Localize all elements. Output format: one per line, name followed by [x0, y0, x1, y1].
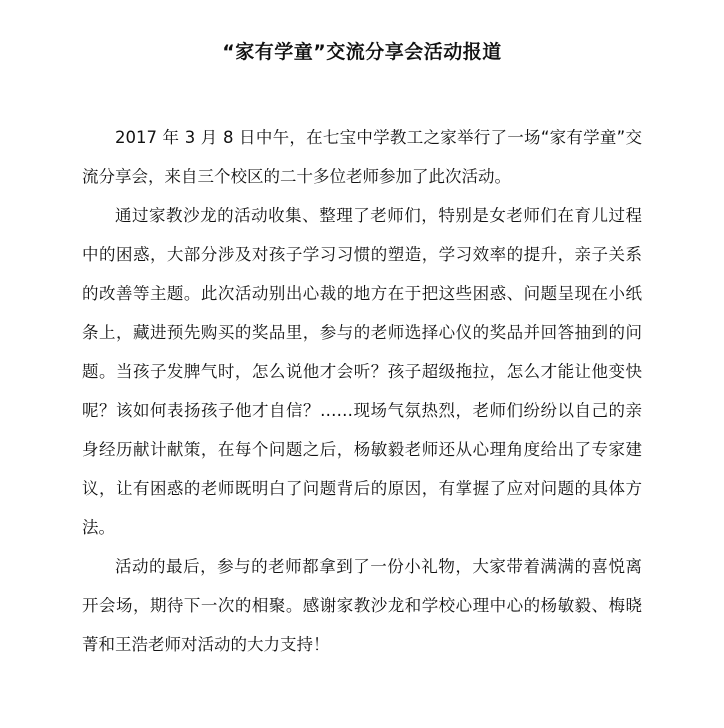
- paragraph-2: 通过家教沙龙的活动收集、整理了老师们，特别是女老师们在育儿过程中的困惑，大部分涉及对孩子学习习惯的塑造，学习效率的提升，亲子关系的改善等主题。此次活动别出心裁的地方在于把这些困惑、问题呈现在小纸条上，藏进预先购买的奖品里，参与的老师选择心仪的奖品并回答抽到的问题。当孩子发脾气时，怎么说他才会听？孩子超级拖拉，怎么才能让他变快呢？该如何表扬孩子他才自信？……现场气氛热烈，老师们纷纷以自己的亲身经历献计献策，在每个问题之后，杨敏毅老师还从心理角度给出了专家建议，让有困惑的老师既明白了问题背后的原因，有掌握了应对问题的具体方法。: [82, 206, 642, 537]
- document-title: “家有学童”交流分享会活动报道: [222, 41, 502, 63]
- document-body: [82, 118, 642, 664]
- paragraph-3: 活动的最后，参与的老师都拿到了一份小礼物，大家带着满满的喜悦离开会场，期待下一次的相聚。感谢家教沙龙和学校心理中心的杨敏毅、梅晓菁和王浩老师对活动的大力支持！: [82, 557, 642, 654]
- paragraph-1: 2017 年 3 月 8 日中午，在七宝中学教工之家举行了一场“家有学童”交流分享会，来自三个校区的二十多位老师参加了此次活动。: [82, 128, 642, 186]
